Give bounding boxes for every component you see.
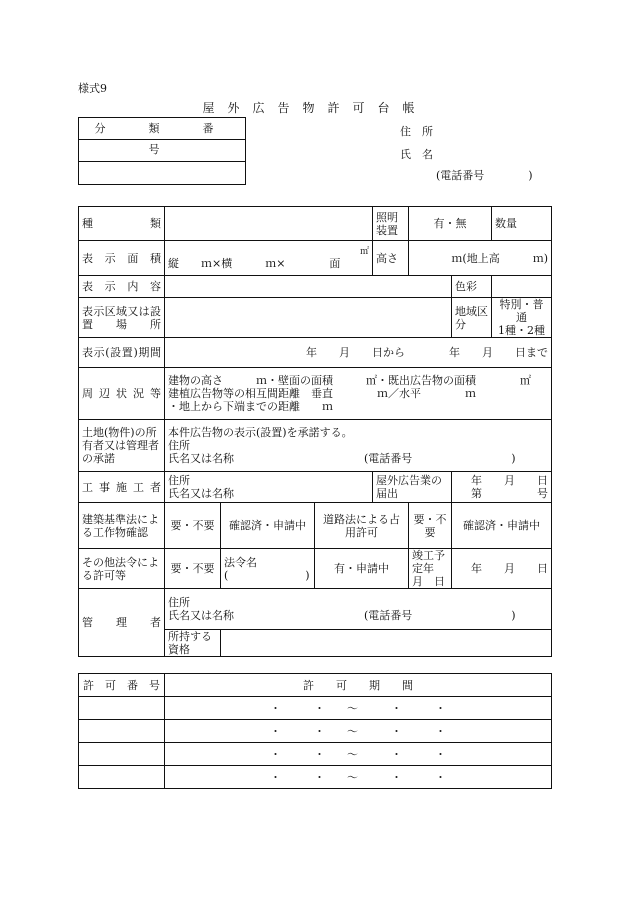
notify-label: 屋外広告業の届出 [373, 472, 452, 503]
location-field[interactable] [165, 298, 452, 338]
row-period [79, 338, 552, 368]
contractor-cell[interactable] [165, 472, 373, 503]
surroundings-line-3: ・地上から下端までの距離 ｍ [168, 400, 333, 413]
owner-label: 土地(物件)の所有者又は管理者の承諾 [79, 420, 165, 472]
row-type [79, 207, 552, 241]
permit-number-label: 許 可 番 号 [79, 674, 165, 697]
lighting-value[interactable]: 有・無 [409, 207, 492, 241]
color-field[interactable] [492, 276, 552, 298]
qualification-label: 所持する資格 [165, 630, 221, 657]
classification-box [78, 117, 257, 185]
building-label: 建築基準法による工作物確認 [79, 503, 165, 549]
road-label: 道路法による占用許可 [315, 503, 409, 549]
permit-row [79, 766, 552, 789]
notify-date: 年 月 日 [471, 474, 548, 487]
manager-cell[interactable] [165, 589, 552, 630]
classification-field-2[interactable] [79, 162, 245, 184]
manager-label: 管 理 者 [79, 589, 165, 657]
surroundings-line-1: 建物の高さ ｍ・壁面の面積 ㎡・既出広告物の面積 ㎡ [168, 374, 531, 387]
zone-value-2: 1種・2種 [498, 324, 545, 337]
contractor-label: 工事施工者 [79, 472, 165, 503]
apply-status[interactable]: 有・申請中 [315, 549, 409, 589]
permit-number-field[interactable] [79, 743, 165, 766]
permit-number-field[interactable] [79, 697, 165, 720]
manager-name: 氏名又は名称 [168, 609, 234, 622]
notify-cell[interactable] [452, 472, 552, 503]
area-m2: ㎡ [359, 246, 369, 257]
row-other-law [79, 549, 552, 589]
main-register-table [78, 206, 552, 657]
permit-row [79, 743, 552, 766]
permit-row [79, 720, 552, 743]
permit-period-label: 許 可 期 間 [165, 674, 552, 697]
other-law-label: その他法令による許可等 [79, 549, 165, 589]
form-number: 様式9 [78, 82, 107, 95]
page-title: 屋外広告物許可台帳 [202, 101, 428, 115]
applicant-address-label: 住 所 [400, 125, 433, 138]
owner-line-1: 本件広告物の表示(設置)を承諾する。 [168, 426, 353, 439]
building-yes-no[interactable]: 要・不要 [165, 503, 221, 549]
surroundings-cell[interactable] [165, 368, 552, 420]
permit-period-field[interactable]: ・ ・ 〜 ・ ・ [165, 697, 552, 720]
location-label: 表示区域又は設置場所 [79, 298, 165, 338]
row-surroundings [79, 368, 552, 420]
manager-phone: (電話番号 ) [364, 609, 516, 622]
surroundings-line-2: 建植広告物等の相互間距離 垂直 ｍ／水平 ｍ [168, 387, 476, 400]
completion-label: 竣工予定年 月 日 [409, 549, 452, 589]
type-label: 種 類 [79, 207, 165, 241]
row-content [79, 276, 552, 298]
road-confirm-status[interactable]: 確認済・申請中 [452, 503, 552, 549]
period-value[interactable]: 年 月 日から 年 月 日まで [165, 338, 552, 368]
area-formula: 縦 ｍ×横 ｍ× 面 [168, 256, 341, 270]
row-building [79, 503, 552, 549]
height-value[interactable]: ｍ(地上高 ｍ) [409, 241, 552, 276]
law-name-paren: ( ) [224, 568, 310, 582]
permit-number-field[interactable] [79, 720, 165, 743]
law-name-cell[interactable] [221, 549, 315, 589]
zone-label: 地域区分 [452, 298, 492, 338]
road-yes-no[interactable]: 要・不要 [409, 503, 452, 549]
quantity-cell [492, 207, 552, 241]
contractor-name: 氏名又は名称 [168, 487, 234, 500]
row-owner [79, 420, 552, 472]
permit-period-field[interactable]: ・ ・ 〜 ・ ・ [165, 720, 552, 743]
permit-table [78, 673, 552, 789]
permit-header-row [79, 674, 552, 697]
content-label: 表示内容 [79, 276, 165, 298]
owner-cell[interactable] [165, 420, 552, 472]
building-confirm-status[interactable]: 確認済・申請中 [221, 503, 315, 549]
permit-row [79, 697, 552, 720]
row-contractor [79, 472, 552, 503]
qualification-field[interactable] [221, 630, 552, 657]
row-area [79, 241, 552, 276]
row-location [79, 298, 552, 338]
owner-line-2: 住所 [168, 439, 190, 452]
owner-phone: (電話番号 ) [364, 452, 516, 465]
manager-name-wrap [168, 609, 548, 622]
manager-address: 住所 [168, 596, 190, 609]
zone-value-1: 特別・普通 [499, 298, 544, 324]
zone-value[interactable] [492, 298, 552, 338]
period-label: 表示(設置)期間 [79, 338, 165, 368]
area-cell[interactable] [165, 241, 373, 276]
applicant-name-label: 氏 名 [400, 148, 433, 161]
other-law-yes-no[interactable]: 要・不要 [165, 549, 221, 589]
completion-date[interactable]: 年 月 日 [452, 549, 552, 589]
content-field[interactable] [165, 276, 452, 298]
permit-period-field[interactable]: ・ ・ 〜 ・ ・ [165, 766, 552, 789]
classification-label: 分 類 番 号 [79, 118, 245, 140]
surroundings-label: 周辺状況等 [79, 368, 165, 420]
applicant-phone-label: (電話番号 ) [436, 169, 533, 182]
notify-number: 第 号 [471, 487, 548, 500]
area-label: 表示面積 [79, 241, 165, 276]
row-manager [79, 589, 552, 630]
law-name-label: 法令名 [224, 555, 257, 569]
owner-line-3: 氏名又は名称 [168, 452, 234, 465]
contractor-address: 住所 [168, 474, 190, 487]
permit-number-field[interactable] [79, 766, 165, 789]
height-label: 高さ [373, 241, 409, 276]
permit-period-field[interactable]: ・ ・ 〜 ・ ・ [165, 743, 552, 766]
quantity-label: 数量 [495, 217, 517, 230]
type-field[interactable] [165, 207, 373, 241]
owner-line-3-wrap [168, 452, 548, 465]
color-label: 色彩 [452, 276, 492, 298]
lighting-label: 照明装置 [373, 207, 409, 241]
